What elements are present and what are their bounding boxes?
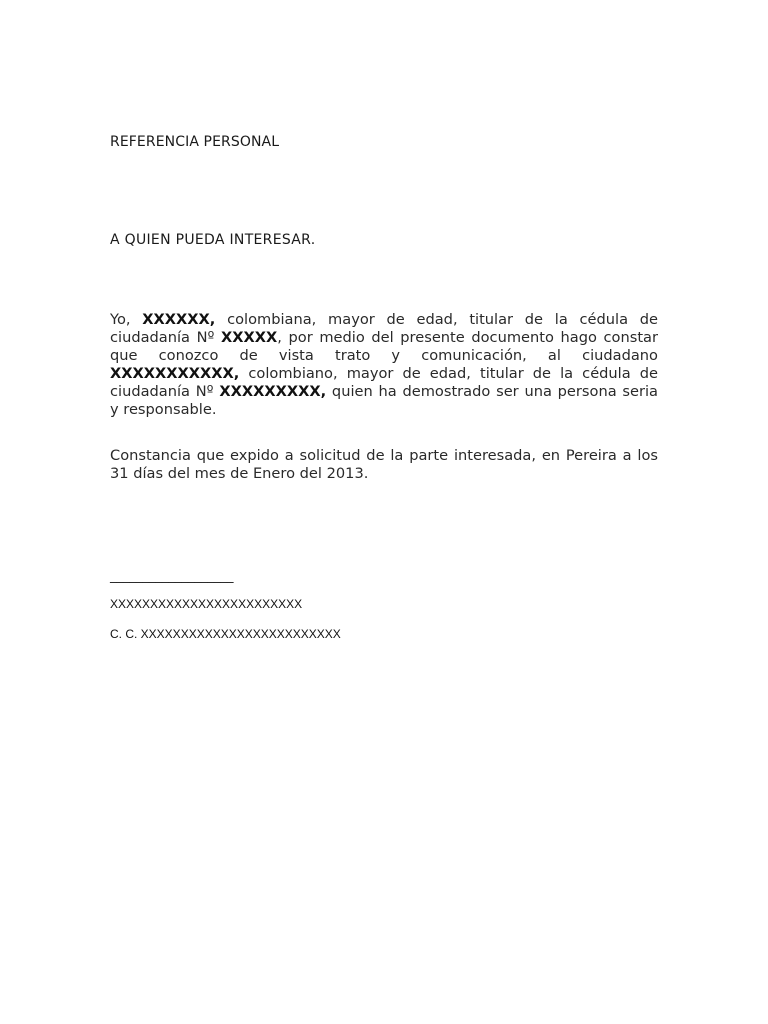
signature-id: C. C. XXXXXXXXXXXXXXXXXXXXXXXXX — [110, 627, 341, 641]
document-title: REFERENCIA PERSONAL — [110, 134, 280, 150]
referred-name: XXXXXXXXXXX, — [110, 365, 240, 382]
referrer-id-number: XXXXX — [221, 329, 278, 346]
paragraph-text: colombiana, mayor de edad, titular de la cédula de ciudadanía Nº — [110, 311, 658, 346]
paragraph-text: quien ha demostrado ser una persona seria y responsable. — [110, 383, 658, 418]
paragraph-text: colombiano, mayor de edad, titular de la cédula de ciudadanía Nº — [110, 365, 658, 400]
reference-paragraph — [110, 311, 658, 419]
closing-paragraph: Constancia que expido a solicitud de la parte interesada, en Pereira a los 31 días del mes de Enero del 2013. — [110, 447, 658, 482]
paragraph-text: Yo, — [110, 311, 143, 328]
referred-id-number: XXXXXXXXX, — [219, 383, 327, 400]
referrer-name: XXXXXX, — [142, 311, 216, 328]
paragraph-text: , por medio del presente documento hago constar que conozco de vista trato y comunicación, al ciudadano — [110, 329, 658, 364]
salutation: A QUIEN PUEDA INTERESAR. — [110, 232, 316, 248]
signature-name: XXXXXXXXXXXXXXXXXXXXXXXX — [110, 597, 303, 611]
signature-line: ___________________ — [110, 569, 234, 584]
